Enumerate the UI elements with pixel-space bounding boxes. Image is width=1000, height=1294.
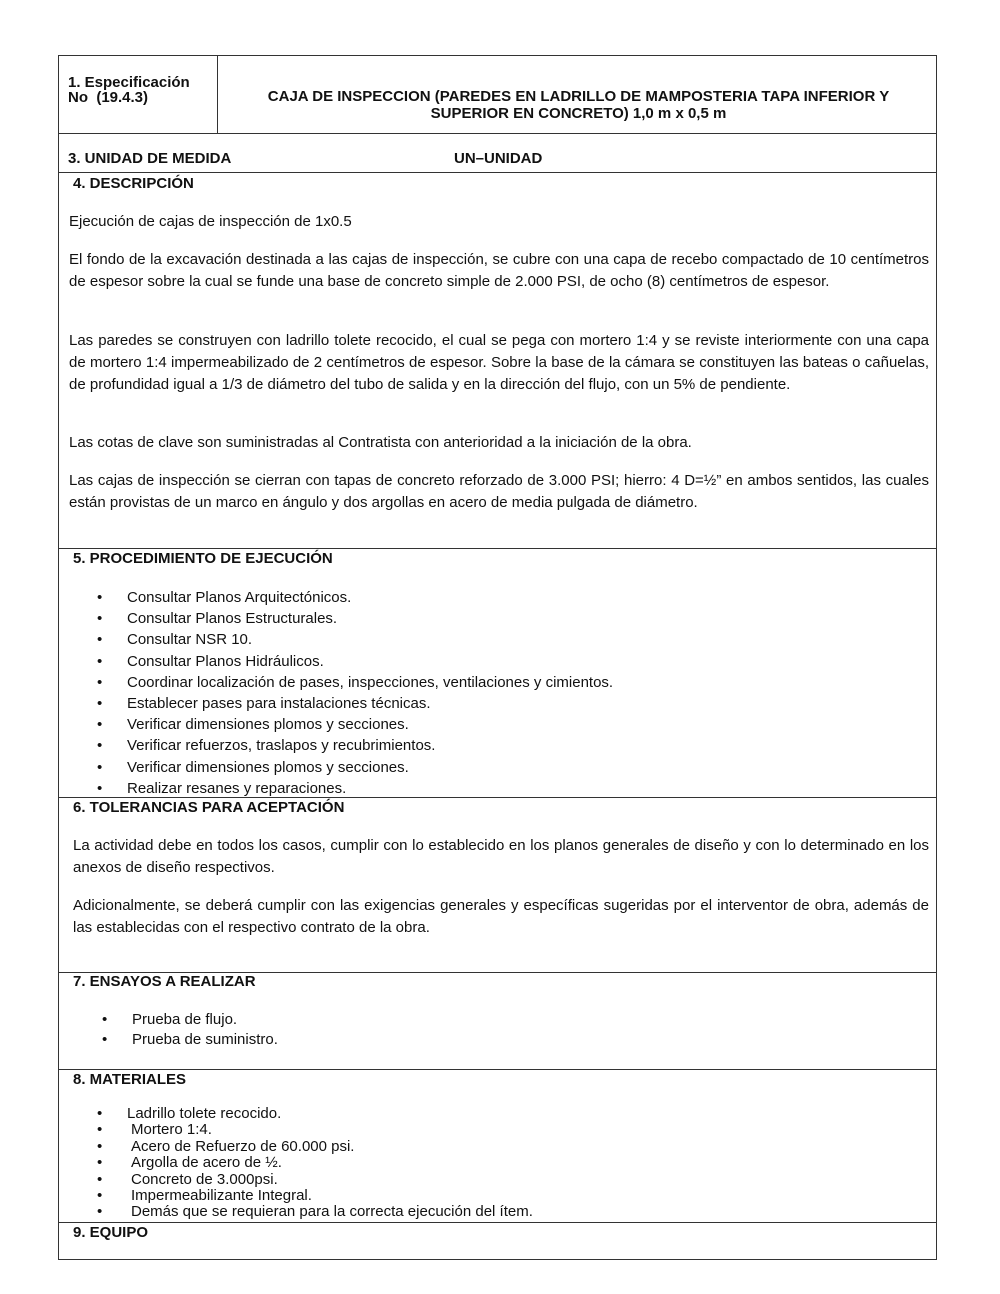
- spec-title-line-1: CAJA DE INSPECCION (PAREDES EN LADRILLO DE MAMPOSTERIA TAPA INFERIOR Y: [267, 88, 890, 105]
- list-item-text: Prueba de flujo.: [132, 1011, 238, 1028]
- bullet-icon: •: [97, 610, 103, 628]
- list-item: [97, 693, 613, 714]
- tolerances-paragraph-2: Adicionalmente, se deberá cumplir con las exigencias generales y específicas sugeridas por el interventor de obra, además de las establecidas con el respectivo contrato de la obra.: [73, 897, 929, 936]
- procedure-list: [97, 587, 613, 799]
- list-item-text: Consultar NSR 10.: [127, 631, 253, 649]
- list-item-text: Demás que se requieran para la correcta ejecución del ítem.: [131, 1203, 533, 1221]
- list-item: [97, 1155, 533, 1171]
- bullet-icon: •: [97, 1187, 103, 1205]
- spec-title-line-2: SUPERIOR EN CONCRETO) 1,0 m x 0,5 m: [430, 105, 727, 122]
- bullet-icon: •: [97, 631, 103, 649]
- materials-bottom-line: [59, 1222, 936, 1223]
- bullet-icon: •: [97, 758, 103, 776]
- description-paragraph-1: Ejecución de cajas de inspección de 1x0.5: [69, 213, 352, 230]
- bullet-icon: •: [102, 1011, 108, 1028]
- spec-title: [219, 88, 938, 122]
- list-item: [97, 1172, 533, 1188]
- list-item-text: Verificar refuerzos, traslapos y recubrimientos.: [127, 737, 436, 755]
- list-item: [97, 1106, 533, 1122]
- description-paragraph-3: Las paredes se construyen con ladrillo tolete recocido, el cual se pega con mortero 1:4 y se reviste interiormente con una capa de mortero 1:4 impermeabilizado de 2 centímetros de espesor. Sobre la base de la cámara se constituyen las bateas o cañuelas, de profundidad igual a 1/3 de diámetro del tubo de salida y en la dirección del flujo, con un 5% de pendiente.: [69, 332, 929, 393]
- list-item-text: Realizar resanes y reparaciones.: [127, 779, 347, 797]
- list-item: [102, 1010, 278, 1030]
- equipment-heading: 9. EQUIPO: [73, 1224, 149, 1241]
- tests-bottom-line: [59, 1069, 936, 1070]
- list-item: [97, 1122, 533, 1138]
- bullet-icon: •: [97, 779, 103, 797]
- list-item-text: Consultar Planos Arquitectónicos.: [127, 589, 352, 606]
- tests-heading: 7. ENSAYOS A REALIZAR: [73, 973, 256, 990]
- list-item-text: Coordinar localización de pases, inspecciones, ventilaciones y cimientos.: [127, 673, 614, 691]
- list-item: [102, 1030, 278, 1050]
- bullet-icon: •: [97, 1121, 103, 1139]
- materials-list: [97, 1106, 533, 1221]
- spec-label: 1. Especificación: [68, 74, 190, 91]
- bullet-icon: •: [97, 716, 103, 734]
- unit-value: UN–UNIDAD: [454, 150, 543, 167]
- list-item-text: Mortero 1:4.: [131, 1121, 212, 1139]
- header-bottom-line: [59, 133, 936, 134]
- bullet-icon: •: [97, 673, 103, 691]
- unit-label: 3. UNIDAD DE MEDIDA: [68, 150, 232, 167]
- description-paragraph-4: Las cotas de clave son suministradas al Contratista con anterioridad a la iniciación de la obra.: [69, 434, 692, 451]
- list-item-text: Acero de Refuerzo de 60.000 psi.: [131, 1137, 355, 1155]
- list-item-text: Argolla de acero de ½.: [131, 1154, 282, 1172]
- list-item: [97, 608, 613, 629]
- procedure-heading: 5. PROCEDIMIENTO DE EJECUCIÓN: [73, 550, 333, 567]
- bullet-icon: •: [97, 1105, 103, 1122]
- list-item: [97, 629, 613, 650]
- bullet-icon: •: [102, 1031, 108, 1048]
- materials-heading: 8. MATERIALES: [73, 1071, 187, 1088]
- list-item: [97, 1139, 533, 1155]
- list-item-text: Consultar Planos Estructurales.: [127, 610, 338, 628]
- list-item-text: Ladrillo tolete recocido.: [127, 1105, 282, 1122]
- spec-number: No (19.4.3): [68, 89, 149, 106]
- bullet-icon: •: [97, 1137, 103, 1155]
- spec-sheet: [58, 55, 937, 1260]
- list-item: [97, 651, 613, 672]
- list-item-text: Prueba de suministro.: [132, 1031, 278, 1048]
- list-item-text: Consultar Planos Hidráulicos.: [127, 652, 324, 670]
- list-item-text: Impermeabilizante Integral.: [131, 1187, 312, 1205]
- list-item-text: Verificar dimensiones plomos y secciones.: [127, 716, 409, 734]
- tolerances-heading: 6. TOLERANCIAS PARA ACEPTACIÓN: [73, 799, 345, 816]
- bullet-icon: •: [97, 1154, 103, 1172]
- list-item: [97, 1204, 533, 1220]
- bullet-icon: •: [97, 652, 103, 670]
- bullet-icon: •: [97, 737, 103, 755]
- bullet-icon: •: [97, 1203, 103, 1221]
- bullet-icon: •: [97, 1170, 103, 1188]
- list-item: [97, 714, 613, 735]
- list-item: [97, 735, 613, 756]
- list-item-text: Concreto de 3.000psi.: [131, 1170, 278, 1188]
- description-heading: 4. DESCRIPCIÓN: [73, 175, 194, 192]
- list-item: [97, 1188, 533, 1204]
- list-item: [97, 587, 613, 608]
- bullet-icon: •: [97, 695, 103, 713]
- header-divider: [217, 56, 218, 133]
- list-item: [97, 672, 613, 693]
- list-item: [97, 778, 613, 799]
- list-item: [97, 757, 613, 778]
- list-item-text: Verificar dimensiones plomos y secciones.: [127, 758, 409, 776]
- tolerances-paragraph-1: La actividad debe en todos los casos, cumplir con lo establecido en los planos generales de diseño y con lo determinado en los anexos de diseño respectivos.: [73, 837, 929, 876]
- tests-list: [102, 1010, 278, 1050]
- bullet-icon: •: [97, 589, 103, 606]
- list-item-text: Establecer pases para instalaciones técnicas.: [127, 695, 431, 713]
- description-paragraph-5: Las cajas de inspección se cierran con tapas de concreto reforzado de 3.000 PSI; hierro: 4 D=½” en ambos sentidos, las cuales están provistas de un marco en ángulo y dos argollas en acero de media pulgada de diámetro.: [69, 472, 929, 511]
- description-paragraph-2: El fondo de la excavación destinada a las cajas de inspección, se cubre con una capa de recebo compactado de 10 centímetros de espesor sobre la cual se funde una base de concreto simple de 2.000 PSI, de ocho (8) centímetros de espesor.: [69, 251, 929, 290]
